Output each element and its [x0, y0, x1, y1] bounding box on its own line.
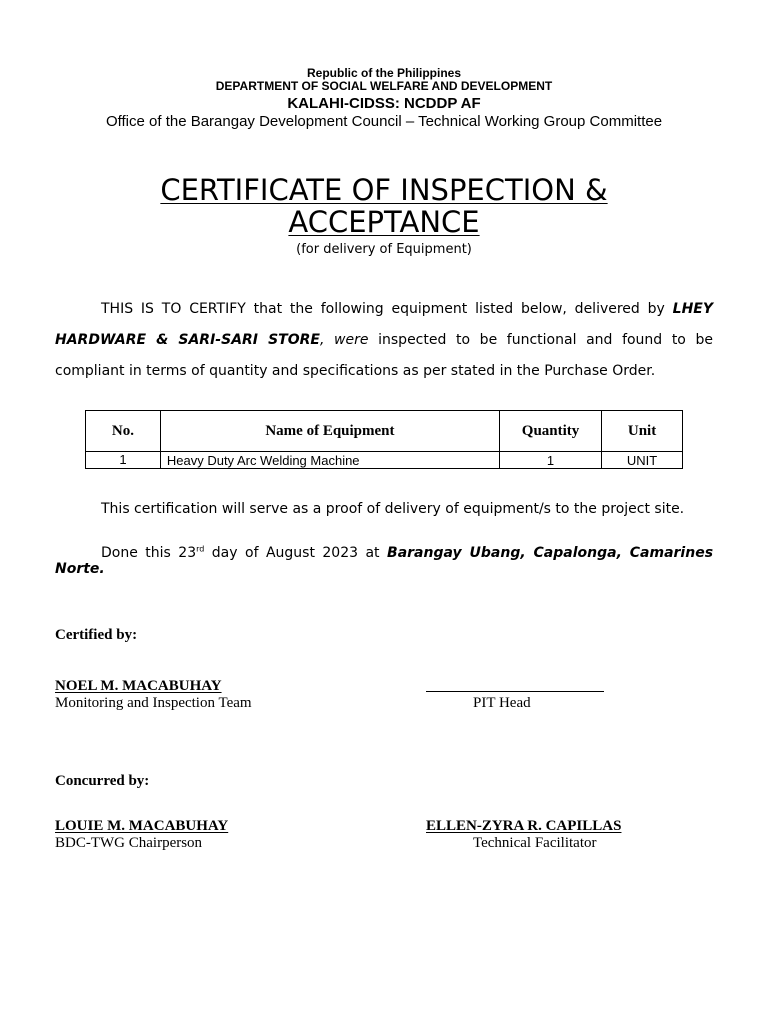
page-title-line-2: ACCEPTANCE — [288, 205, 480, 239]
facilitator-role: Technical Facilitator — [473, 835, 597, 851]
supplier-name-part-2: HARDWARE & SARI-SARI STORE — [55, 332, 320, 348]
chairperson-name: LOUIE M. MACABUHAY — [55, 818, 229, 834]
place-part-1: Barangay Ubang, Capalonga, Camarines — [387, 545, 714, 561]
equipment-table — [85, 410, 683, 469]
certify-text: THIS IS TO CERTIFY that the following equipment listed below, delivered by — [101, 301, 665, 317]
pit-head-role: PIT Head — [473, 695, 531, 711]
certify-line-2-text: inspected to be functional and found to be — [378, 332, 714, 348]
cell-no: 1 — [86, 452, 161, 469]
page-title-line-1: CERTIFICATE OF INSPECTION & — [160, 173, 608, 207]
certifier-name: NOEL M. MACABUHAY — [55, 678, 222, 694]
header-republic: Republic of the Philippines — [306, 66, 461, 80]
done-ordinal: rd — [196, 544, 205, 554]
done-middle: day of August 2023 at — [204, 545, 380, 561]
table-row — [86, 452, 683, 469]
supplier-comma: , — [319, 332, 325, 348]
certify-line-1 — [55, 301, 713, 317]
certified-by-label: Certified by: — [55, 627, 138, 643]
header-department: DEPARTMENT OF SOCIAL WELFARE AND DEVELOPMENT — [215, 79, 553, 93]
header-program: KALAHI-CIDSS: NCDDP AF — [287, 95, 481, 112]
supplier-name-part-1: LHEY — [672, 301, 713, 317]
col-header-unit: Unit — [602, 411, 683, 452]
page-subtitle: (for delivery of Equipment) — [296, 242, 472, 257]
cell-equipment-name: Heavy Duty Arc Welding Machine — [160, 452, 499, 469]
facilitator-name: ELLEN-ZYRA R. CAPILLAS — [426, 818, 622, 834]
certify-were: were — [334, 332, 369, 348]
concurred-by-label: Concurred by: — [55, 773, 150, 789]
certifier-role: Monitoring and Inspection Team — [55, 695, 252, 711]
place-part-2: Norte. — [55, 561, 105, 577]
done-prefix: Done this 23 — [101, 545, 197, 561]
certify-line-3: compliant in terms of quantity and specifications as per stated in the Purchase Order. — [55, 363, 656, 379]
certify-line-2 — [55, 332, 713, 348]
chairperson-role: BDC-TWG Chairperson — [55, 835, 203, 851]
cell-quantity: 1 — [500, 452, 602, 469]
header-office: Office of the Barangay Development Council – Technical Working Group Committee — [105, 113, 663, 130]
col-header-name: Name of Equipment — [160, 411, 499, 452]
col-header-quantity: Quantity — [500, 411, 602, 452]
cell-unit: UNIT — [602, 452, 683, 469]
pit-head-signature-line — [426, 691, 604, 692]
col-header-no: No. — [86, 411, 161, 452]
table-header-row — [86, 411, 683, 452]
done-line-1 — [55, 545, 713, 561]
proof-sentence: This certification will serve as a proof of delivery of equipment/s to the project site. — [101, 501, 685, 517]
